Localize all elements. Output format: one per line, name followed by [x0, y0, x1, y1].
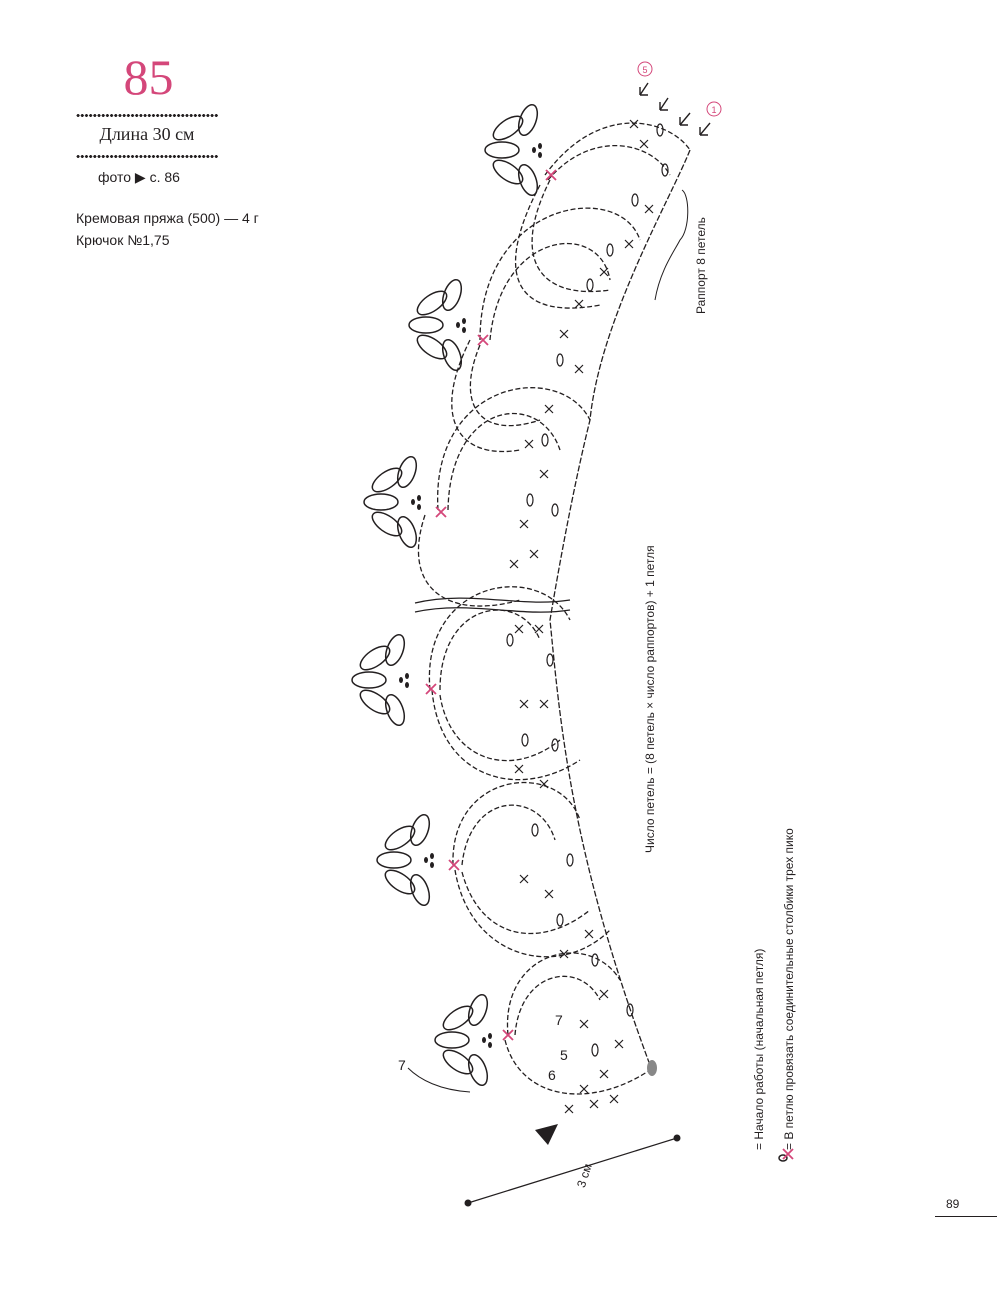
legend-start-text: = Начало работы (начальная петля)	[752, 948, 766, 1150]
length-label: Длина 30 см	[99, 124, 195, 144]
repeat-label: Раппорт 8 петель	[694, 217, 708, 314]
scale-bar	[468, 1138, 677, 1203]
picot-flower-1	[485, 102, 542, 198]
picot-flower-5	[377, 812, 434, 908]
direction-arrows	[640, 83, 710, 135]
page-number: 89	[946, 1197, 960, 1211]
break-line-bottom	[415, 608, 570, 612]
legend-cross-symbol	[783, 1149, 793, 1159]
scale-bar-end-right	[674, 1135, 681, 1142]
picot-flower-4	[352, 632, 409, 728]
repeat-bracket	[655, 190, 688, 300]
row-number-5: 5	[560, 1047, 568, 1063]
start-loop-mark	[647, 1060, 657, 1076]
start-arrowhead	[535, 1124, 558, 1145]
row-7-leader	[408, 1068, 470, 1092]
row-marker-5-text: 5	[642, 65, 648, 75]
picot-flower-2	[409, 277, 466, 373]
single-crochet-crosses	[510, 120, 653, 1113]
photo-reference: фото ▶ с. 86	[98, 169, 180, 185]
scale-label: 3 см	[574, 1161, 595, 1190]
picot-flower-6	[435, 992, 492, 1088]
break-line-top	[415, 598, 570, 603]
stitch-formula: Число петель = (8 петель × число раппортов) + 1 петля	[643, 545, 657, 853]
page-number-rule	[935, 1216, 997, 1217]
scale-bar-end-left	[465, 1200, 472, 1207]
row-number-7-right: 7	[555, 1012, 563, 1028]
hook-info: Крючок №1,75	[76, 232, 170, 248]
yarn-info: Кремовая пряжа (500) — 4 г	[76, 210, 259, 226]
row-number-7-left: 7	[398, 1057, 406, 1073]
picot-flower-3	[364, 454, 421, 550]
pattern-number: 85	[123, 49, 174, 105]
legend-cross-text: = В петлю провязать соединительные столбики трех пико	[782, 828, 796, 1150]
foundation-chain	[550, 150, 690, 1065]
row-marker-1-text: 1	[711, 105, 717, 115]
row-number-6: 6	[548, 1067, 556, 1083]
